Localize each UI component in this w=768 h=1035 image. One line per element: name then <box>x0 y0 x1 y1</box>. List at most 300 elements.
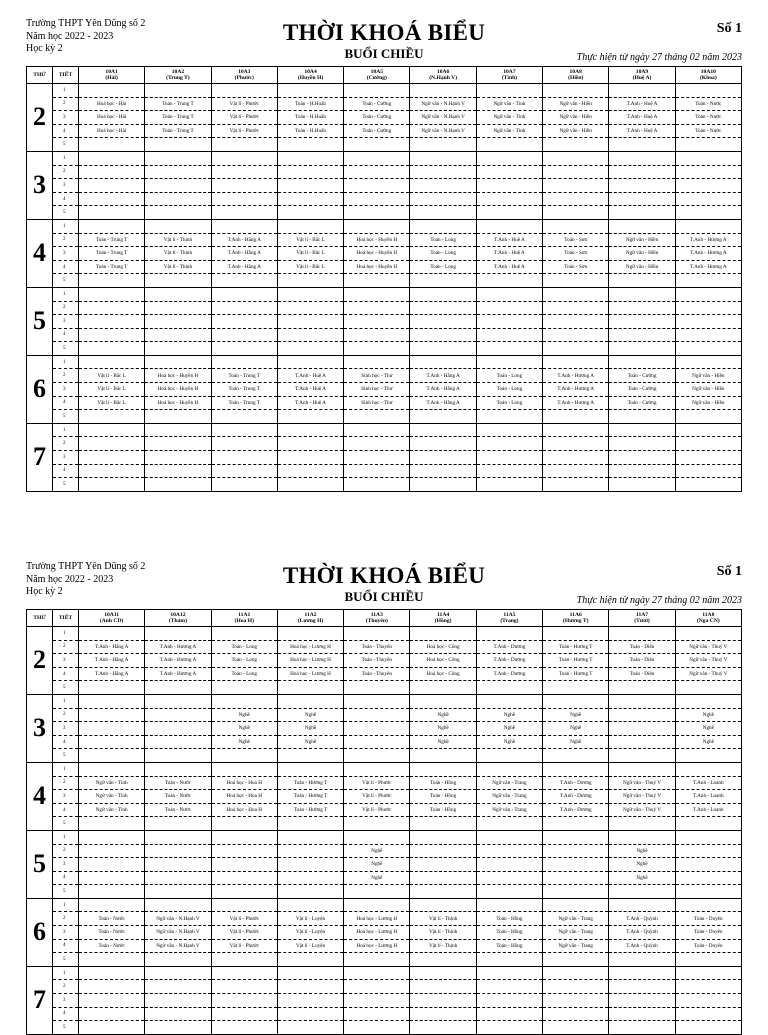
lesson-cell: Nghề <box>277 735 343 749</box>
lesson-cell: Ngữ văn - Trang <box>543 912 609 926</box>
lesson-cell: Nghề <box>344 844 410 858</box>
lesson-cell <box>145 722 211 736</box>
lesson-cell <box>675 151 741 165</box>
period-row <box>27 437 742 451</box>
lesson-cell <box>344 219 410 233</box>
lesson-cell <box>675 301 741 315</box>
lesson-cell <box>675 898 741 912</box>
lesson-cell: Toán - Long <box>476 383 542 397</box>
lesson-cell: Ngữ văn - Trang <box>476 776 542 790</box>
lesson-cell <box>344 722 410 736</box>
lesson-cell: Ngữ văn - Hiền <box>543 97 609 111</box>
lesson-cell: Toán - Long <box>211 654 277 668</box>
lesson-cell: Ngữ văn - Tình <box>79 776 145 790</box>
lesson-cell <box>277 627 343 641</box>
lesson-cell: Ngữ văn - Trang <box>543 939 609 953</box>
lesson-cell: T.Anh - Huệ A <box>476 260 542 274</box>
day-label: 2 <box>27 84 53 152</box>
lesson-cell <box>410 694 476 708</box>
lesson-cell: Toán - Duyên <box>675 939 741 953</box>
lesson-cell <box>609 301 675 315</box>
period-row <box>27 912 742 926</box>
lesson-cell <box>79 994 145 1008</box>
class-header <box>543 610 609 627</box>
lesson-cell: Hoá học - Công <box>410 667 476 681</box>
lesson-cell: Nghề <box>675 722 741 736</box>
lesson-cell: Nghề <box>675 708 741 722</box>
lesson-cell: Toán - Trung T <box>211 369 277 383</box>
period-number: 1 <box>53 627 79 641</box>
lesson-cell: Nghề <box>277 722 343 736</box>
session-subtitle: BUỔI CHIỀU <box>344 46 424 61</box>
homeroom-teacher: (Hoa H) <box>234 618 254 624</box>
lesson-cell <box>277 885 343 899</box>
lesson-cell: T.Anh - Hằng A <box>79 640 145 654</box>
lesson-cell <box>609 817 675 831</box>
lesson-cell <box>476 762 542 776</box>
period-number: 3 <box>53 315 79 329</box>
lesson-cell <box>277 966 343 980</box>
lesson-cell: T.Anh - Dương <box>543 776 609 790</box>
lesson-cell <box>410 179 476 193</box>
lesson-cell: Toán - Trung T <box>79 247 145 261</box>
lesson-cell: Ngữ văn - Tình <box>476 124 542 138</box>
lesson-cell: Vật lí - Thịnh <box>145 247 211 261</box>
lesson-cell <box>211 885 277 899</box>
class-name: 11A3 <box>370 611 383 618</box>
lesson-cell: T.Anh - Huệ A <box>476 247 542 261</box>
period-number: 2 <box>53 776 79 790</box>
lesson-cell: T.Anh - Dương <box>476 640 542 654</box>
homeroom-teacher: (Hương T) <box>562 618 589 624</box>
period-row <box>27 369 742 383</box>
lesson-cell: T.Anh - Hằng A <box>410 383 476 397</box>
lesson-cell: Ngữ văn - Hiền <box>675 383 741 397</box>
day-block <box>27 287 742 355</box>
homeroom-teacher: (Anh CD) <box>99 618 124 624</box>
lesson-cell: Vật lí - Bắc L <box>277 233 343 247</box>
day-block <box>27 830 742 898</box>
lesson-cell <box>344 735 410 749</box>
period-number: 1 <box>53 966 79 980</box>
lesson-cell: Nghề <box>543 722 609 736</box>
lesson-cell <box>476 871 542 885</box>
period-number: 1 <box>53 423 79 437</box>
lesson-cell <box>145 287 211 301</box>
period-row <box>27 681 742 695</box>
period-row <box>27 926 742 940</box>
lesson-cell: Hoá học - Lương H <box>277 654 343 668</box>
period-row <box>27 939 742 953</box>
lesson-cell <box>277 219 343 233</box>
period-number: 2 <box>53 369 79 383</box>
lesson-cell: Hoá học - Công <box>410 654 476 668</box>
lesson-cell: Toán - Trung T <box>79 233 145 247</box>
lesson-cell <box>211 817 277 831</box>
lesson-cell: Toán - Nước <box>79 912 145 926</box>
lesson-cell <box>675 342 741 356</box>
period-row <box>27 640 742 654</box>
lesson-cell <box>344 179 410 193</box>
lesson-cell <box>543 355 609 369</box>
lesson-cell: T.Anh - Hằng A <box>211 247 277 261</box>
class-header <box>211 67 277 84</box>
lesson-cell <box>543 844 609 858</box>
lesson-cell: Nghề <box>277 708 343 722</box>
lesson-cell <box>277 871 343 885</box>
lesson-cell: T.Anh - Hương A <box>675 233 741 247</box>
lesson-cell <box>344 817 410 831</box>
lesson-cell <box>145 844 211 858</box>
lesson-cell <box>609 464 675 478</box>
lesson-cell <box>675 287 741 301</box>
lesson-cell: Vật lí - Bắc L <box>79 396 145 410</box>
lesson-cell: Hoá học - Huyền H <box>344 247 410 261</box>
lesson-cell <box>79 192 145 206</box>
lesson-cell <box>79 762 145 776</box>
lesson-cell <box>675 858 741 872</box>
lesson-cell <box>410 451 476 465</box>
class-header <box>410 67 476 84</box>
lesson-cell: Toán - Nước <box>675 111 741 125</box>
lesson-cell: Nghề <box>211 735 277 749</box>
lesson-cell <box>476 681 542 695</box>
lesson-cell: Ngữ văn - N.Hạnh V <box>145 926 211 940</box>
lesson-cell <box>145 681 211 695</box>
lesson-cell <box>410 966 476 980</box>
class-name: 11A4 <box>437 611 450 618</box>
lesson-cell <box>410 858 476 872</box>
lesson-cell <box>211 287 277 301</box>
lesson-cell <box>675 844 741 858</box>
lesson-cell <box>79 478 145 492</box>
lesson-cell <box>344 423 410 437</box>
lesson-cell <box>410 980 476 994</box>
class-name: 10A7 <box>503 68 516 75</box>
lesson-cell <box>476 423 542 437</box>
lesson-cell: Toán - Long <box>410 247 476 261</box>
lesson-cell: T.Anh - Hằng A <box>211 260 277 274</box>
period-row <box>27 667 742 681</box>
lesson-cell: Toán - Nước <box>145 803 211 817</box>
class-name: 11A8 <box>702 611 715 618</box>
period-number: 1 <box>53 151 79 165</box>
lesson-cell <box>410 342 476 356</box>
period-number: 2 <box>53 640 79 654</box>
sheet-number: Số 1 <box>716 564 742 579</box>
lesson-cell <box>79 179 145 193</box>
lesson-cell: T.Anh - Huệ A <box>277 396 343 410</box>
lesson-cell: T.Anh - Quỳnh <box>609 912 675 926</box>
lesson-cell: Sinh học - Thư <box>344 396 410 410</box>
lesson-cell <box>277 315 343 329</box>
lesson-cell: T.Anh - Huệ A <box>277 383 343 397</box>
period-row <box>27 953 742 967</box>
lesson-cell: Nghề <box>344 871 410 885</box>
lesson-cell <box>543 151 609 165</box>
period-row <box>27 980 742 994</box>
header-tiet: TIẾT <box>53 610 79 627</box>
homeroom-teacher: (Nga CN) <box>696 618 720 624</box>
lesson-cell <box>609 762 675 776</box>
period-number: 3 <box>53 451 79 465</box>
lesson-cell: Ngữ văn - Trang <box>543 926 609 940</box>
period-row <box>27 287 742 301</box>
class-header <box>344 610 410 627</box>
lesson-cell <box>476 274 542 288</box>
lesson-cell <box>145 708 211 722</box>
lesson-cell: T.Anh - Hằng A <box>79 654 145 668</box>
lesson-cell <box>609 206 675 220</box>
lesson-cell: Toán - Hường T <box>277 803 343 817</box>
period-number: 4 <box>53 667 79 681</box>
lesson-cell <box>277 451 343 465</box>
lesson-cell <box>145 478 211 492</box>
period-row <box>27 694 742 708</box>
lesson-cell <box>79 315 145 329</box>
lesson-cell <box>145 735 211 749</box>
lesson-cell <box>79 342 145 356</box>
lesson-cell: Hoá học - Hải <box>79 124 145 138</box>
lesson-cell <box>609 627 675 641</box>
lesson-cell <box>609 355 675 369</box>
homeroom-teacher: (Trung T) <box>166 75 190 81</box>
school-year: Năm học 2022 - 2023 <box>26 573 114 585</box>
lesson-cell <box>609 980 675 994</box>
lesson-cell: Vật lí - Thịnh <box>145 233 211 247</box>
lesson-cell: Hoá học - Hải <box>79 97 145 111</box>
period-row <box>27 451 742 465</box>
lesson-cell <box>145 885 211 899</box>
lesson-cell: T.Anh - Hằng A <box>410 369 476 383</box>
lesson-cell <box>543 627 609 641</box>
lesson-cell <box>344 301 410 315</box>
lesson-cell: Ngữ văn - Thuý V <box>675 654 741 668</box>
lesson-cell <box>344 478 410 492</box>
lesson-cell <box>675 966 741 980</box>
homeroom-teacher: (Huyền H) <box>297 75 324 81</box>
lesson-cell: Toán - Cường <box>344 97 410 111</box>
document-title: THỜI KHOÁ BIỂU <box>282 563 486 588</box>
lesson-cell: Ngữ văn - Hiền <box>609 247 675 261</box>
lesson-cell <box>609 694 675 708</box>
lesson-cell <box>609 84 675 98</box>
lesson-cell <box>344 192 410 206</box>
lesson-cell <box>277 1021 343 1035</box>
lesson-cell <box>476 287 542 301</box>
lesson-cell: Hoá học - Huyền H <box>344 233 410 247</box>
lesson-cell <box>609 342 675 356</box>
lesson-cell <box>476 138 542 152</box>
lesson-cell <box>145 219 211 233</box>
lesson-cell: Toán - Long <box>476 369 542 383</box>
sheet-number: Số 1 <box>716 21 742 36</box>
lesson-cell <box>277 749 343 763</box>
lesson-cell <box>79 844 145 858</box>
lesson-cell <box>79 451 145 465</box>
lesson-cell <box>277 1007 343 1021</box>
lesson-cell: Ngữ văn - Hiền <box>543 111 609 125</box>
lesson-cell: Toán - Long <box>211 667 277 681</box>
period-number: 2 <box>53 912 79 926</box>
lesson-cell <box>79 627 145 641</box>
lesson-cell <box>211 994 277 1008</box>
lesson-cell <box>609 953 675 967</box>
period-number: 1 <box>53 219 79 233</box>
period-row <box>27 179 742 193</box>
day-block <box>27 151 742 219</box>
lesson-cell: Toán - Sơn <box>543 247 609 261</box>
period-number: 4 <box>53 939 79 953</box>
lesson-cell <box>609 830 675 844</box>
lesson-cell <box>543 858 609 872</box>
lesson-cell <box>675 179 741 193</box>
lesson-cell <box>609 722 675 736</box>
lesson-cell: Nghề <box>476 722 542 736</box>
lesson-cell <box>410 762 476 776</box>
class-header <box>543 67 609 84</box>
lesson-cell <box>675 694 741 708</box>
lesson-cell <box>344 885 410 899</box>
period-row <box>27 111 742 125</box>
lesson-cell <box>211 451 277 465</box>
lesson-cell <box>79 966 145 980</box>
day-label: 5 <box>27 830 53 898</box>
lesson-cell: Nghề <box>344 858 410 872</box>
lesson-cell <box>145 980 211 994</box>
lesson-cell: Sinh học - Thư <box>344 369 410 383</box>
lesson-cell: Vật lí - Bắc L <box>277 260 343 274</box>
lesson-cell: Ngữ văn - Tình <box>476 111 542 125</box>
lesson-cell: Vật lí - Bắc L <box>277 247 343 261</box>
lesson-cell: Vật lí - Luyện <box>277 939 343 953</box>
period-number: 1 <box>53 287 79 301</box>
period-row <box>27 301 742 315</box>
class-header <box>211 610 277 627</box>
lesson-cell <box>476 953 542 967</box>
lesson-cell <box>79 151 145 165</box>
day-block <box>27 423 742 491</box>
lesson-cell <box>543 165 609 179</box>
lesson-cell <box>675 749 741 763</box>
period-row <box>27 355 742 369</box>
lesson-cell <box>277 817 343 831</box>
lesson-cell <box>145 871 211 885</box>
period-row <box>27 383 742 397</box>
lesson-cell <box>277 980 343 994</box>
lesson-cell <box>145 165 211 179</box>
lesson-cell <box>277 301 343 315</box>
period-number: 5 <box>53 953 79 967</box>
lesson-cell: Vật lí - Luyện <box>277 926 343 940</box>
lesson-cell <box>675 762 741 776</box>
lesson-cell: Toán - H.Huấn <box>277 97 343 111</box>
period-number: 4 <box>53 1007 79 1021</box>
lesson-cell <box>476 451 542 465</box>
class-header <box>675 610 741 627</box>
lesson-cell <box>609 1021 675 1035</box>
lesson-cell <box>211 219 277 233</box>
homeroom-teacher: (Thảm) <box>168 618 187 624</box>
lesson-cell: T.Anh - Dương <box>476 654 542 668</box>
lesson-cell: Hoá học - Lương H <box>344 912 410 926</box>
lesson-cell <box>145 410 211 424</box>
lesson-cell <box>344 342 410 356</box>
lesson-cell <box>277 478 343 492</box>
semester: Học kỳ 2 <box>26 586 63 597</box>
period-number: 3 <box>53 383 79 397</box>
lesson-cell <box>609 885 675 899</box>
period-number: 2 <box>53 165 79 179</box>
lesson-cell: Nghề <box>609 858 675 872</box>
lesson-cell <box>79 735 145 749</box>
period-number: 4 <box>53 396 79 410</box>
lesson-cell: T.Anh - Hương A <box>145 654 211 668</box>
class-name: 11A7 <box>635 611 649 618</box>
lesson-cell <box>211 980 277 994</box>
lesson-cell <box>79 219 145 233</box>
lesson-cell <box>476 749 542 763</box>
lesson-cell <box>211 953 277 967</box>
lesson-cell: T.Anh - Loanh <box>675 776 741 790</box>
lesson-cell <box>145 151 211 165</box>
lesson-cell <box>277 192 343 206</box>
day-block <box>27 627 742 695</box>
period-row <box>27 342 742 356</box>
header-row <box>27 67 742 84</box>
day-label: 7 <box>27 423 53 491</box>
lesson-cell: Toán - Hồng <box>410 790 476 804</box>
period-number: 4 <box>53 803 79 817</box>
lesson-cell <box>543 885 609 899</box>
lesson-cell <box>675 994 741 1008</box>
lesson-cell <box>543 84 609 98</box>
period-number: 3 <box>53 111 79 125</box>
lesson-cell <box>145 749 211 763</box>
day-label: 3 <box>27 694 53 762</box>
lesson-cell <box>410 953 476 967</box>
lesson-cell: Toán - Nước <box>675 97 741 111</box>
lesson-cell: Toán - Hương T <box>543 640 609 654</box>
lesson-cell <box>145 464 211 478</box>
lesson-cell: T.Anh - Quỳnh <box>609 926 675 940</box>
period-row <box>27 274 742 288</box>
lesson-cell <box>79 980 145 994</box>
lesson-cell: Vật lí - Luyện <box>277 912 343 926</box>
period-number: 3 <box>53 179 79 193</box>
lesson-cell: Toán - Sơn <box>543 233 609 247</box>
lesson-cell: Toán - Hồng <box>410 776 476 790</box>
semester: Học kỳ 2 <box>26 43 63 54</box>
lesson-cell: Hoá học - Lương H <box>344 939 410 953</box>
lesson-cell <box>211 437 277 451</box>
period-number: 4 <box>53 192 79 206</box>
class-name: 10A1 <box>105 68 118 75</box>
lesson-cell <box>476 627 542 641</box>
class-name: 11A2 <box>304 611 317 618</box>
lesson-cell <box>79 464 145 478</box>
lesson-cell: Hoá học - Huyền H <box>145 383 211 397</box>
lesson-cell <box>609 681 675 695</box>
lesson-cell <box>211 423 277 437</box>
lesson-cell: Ngữ văn - Tình <box>476 97 542 111</box>
lesson-cell: Hoá học - Lương H <box>277 667 343 681</box>
day-block <box>27 898 742 966</box>
lesson-cell: Vật lí - Phước <box>211 912 277 926</box>
lesson-cell <box>277 694 343 708</box>
lesson-cell <box>543 328 609 342</box>
lesson-cell: Toán - Cường <box>609 383 675 397</box>
